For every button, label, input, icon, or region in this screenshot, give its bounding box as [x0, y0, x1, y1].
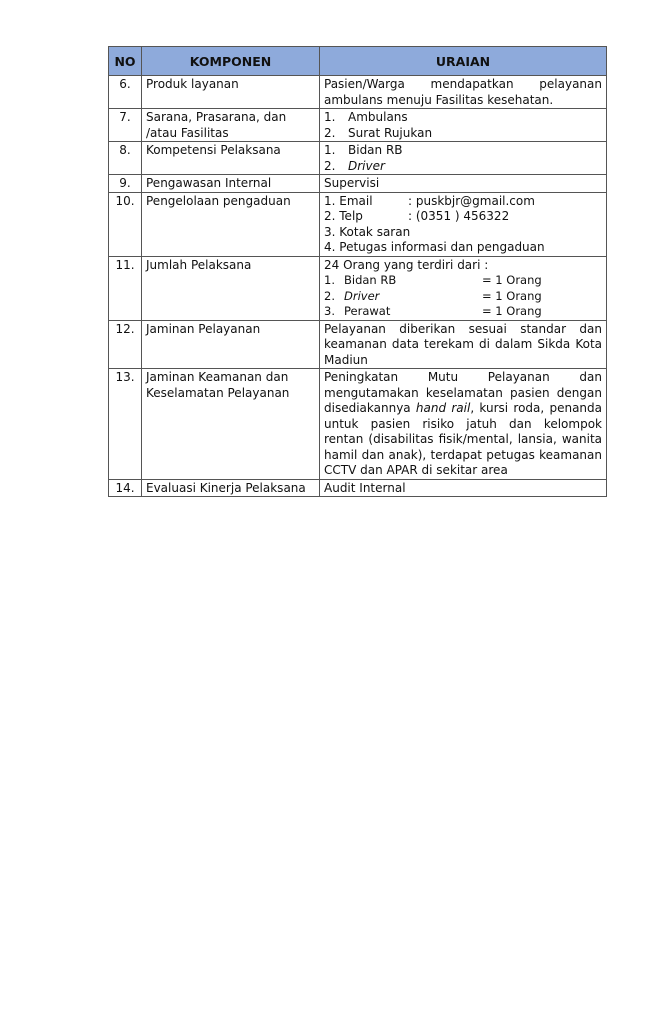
- row-description: Pelayanan diberikan sesuai standar dan keamanan data terekam di dalam Sikda Kota Madiun: [320, 320, 607, 369]
- row-description: [320, 142, 607, 175]
- header-uraian: URAIAN: [320, 47, 607, 76]
- staff-role: Bidan RB: [344, 273, 397, 287]
- contact-line: [324, 194, 602, 210]
- table-row: [109, 320, 607, 369]
- table-header-row: [109, 47, 607, 76]
- header-komponen: KOMPONEN: [142, 47, 320, 76]
- list-number: 2.: [324, 288, 335, 303]
- row-number: 6.: [109, 76, 142, 109]
- row-description: [320, 109, 607, 142]
- row-number: 12.: [109, 320, 142, 369]
- staff-role: Perawat: [344, 304, 391, 318]
- row-component: Sarana, Prasarana, dan /atau Fasilitas: [142, 109, 320, 142]
- contact-value: : puskbjr@gmail.com: [408, 193, 535, 208]
- contact-label: 1. Email: [324, 193, 373, 208]
- list-number: 1.: [324, 110, 336, 124]
- staff-count: = 1 Orang: [482, 288, 542, 303]
- table-row: [109, 479, 607, 497]
- row-component: Kompetensi Pelaksana: [142, 142, 320, 175]
- staff-item: [324, 273, 602, 289]
- row-number: 14.: [109, 479, 142, 497]
- row-component: Pengelolaan pengaduan: [142, 192, 320, 256]
- table-row: [109, 76, 607, 109]
- row-component: Jumlah Pelaksana: [142, 256, 320, 320]
- row-number: 8.: [109, 142, 142, 175]
- list-text: Ambulans: [348, 110, 408, 124]
- row-component: Pengawasan Internal: [142, 175, 320, 193]
- contact-value: : (0351 ) 456322: [408, 209, 510, 223]
- table-row: [109, 109, 607, 142]
- row-description: [320, 192, 607, 256]
- contact-label: 2. Telp: [324, 209, 363, 223]
- row-component: Evaluasi Kinerja Pelaksana: [142, 479, 320, 497]
- row-component: Jaminan Pelayanan: [142, 320, 320, 369]
- header-no: NO: [109, 47, 142, 76]
- list-number: 2.: [324, 158, 336, 173]
- row-description: Supervisi: [320, 175, 607, 193]
- row-number: 10.: [109, 192, 142, 256]
- list-item: 3. Kotak saran: [324, 224, 411, 239]
- table-row: [109, 142, 607, 175]
- row-number: 7.: [109, 109, 142, 142]
- contact-line: [324, 209, 602, 225]
- staff-intro: 24 Orang yang terdiri dari :: [324, 257, 489, 272]
- table-row: [109, 256, 607, 320]
- list-item: [324, 143, 602, 159]
- list-text: Surat Rujukan: [348, 125, 433, 140]
- row-description: Audit Internal: [320, 479, 607, 497]
- service-standard-table: [108, 46, 607, 497]
- list-number: 1.: [324, 143, 336, 157]
- row-number: 11.: [109, 256, 142, 320]
- description-part: Peningkatan Mutu Pelayanan dan mengutamakan keselamatan pasien dengan disediakannya: [324, 370, 602, 415]
- list-number: 2.: [324, 125, 336, 140]
- list-number: 1.: [324, 273, 335, 287]
- row-component: Produk layanan: [142, 76, 320, 109]
- row-description: [320, 256, 607, 320]
- list-item: [324, 126, 602, 142]
- table-row: [109, 192, 607, 256]
- list-item: [324, 159, 602, 175]
- table-row: [109, 369, 607, 480]
- row-number: 13.: [109, 369, 142, 480]
- row-description: [320, 369, 607, 480]
- staff-item: [324, 304, 602, 320]
- row-component: Jaminan Keamanan dan Keselamatan Pelayanan: [142, 369, 320, 480]
- list-text: Bidan RB: [348, 143, 403, 157]
- staff-count: = 1 Orang: [482, 273, 542, 287]
- table-row: [109, 175, 607, 193]
- staff-role: Driver: [344, 288, 380, 303]
- list-item: 4. Petugas informasi dan pengaduan: [324, 240, 545, 254]
- list-text: Driver: [348, 158, 385, 173]
- description-italic: hand rail: [415, 401, 471, 415]
- list-number: 3.: [324, 304, 335, 318]
- row-number: 9.: [109, 175, 142, 193]
- staff-count: = 1 Orang: [482, 304, 542, 318]
- list-item: [324, 110, 602, 126]
- staff-item: [324, 289, 602, 305]
- description-part: , kursi roda, penanda untuk pasien risiko jatuh dan kelompok rentan (disabilitas fisik/mental, lansia, wanita hamil dan anak), terdapat petugas keamanan CCTV dan APAR di sekitar area: [324, 401, 603, 477]
- row-description: Pasien/Warga mendapatkan pelayanan ambulans menuju Fasilitas kesehatan.: [320, 76, 607, 109]
